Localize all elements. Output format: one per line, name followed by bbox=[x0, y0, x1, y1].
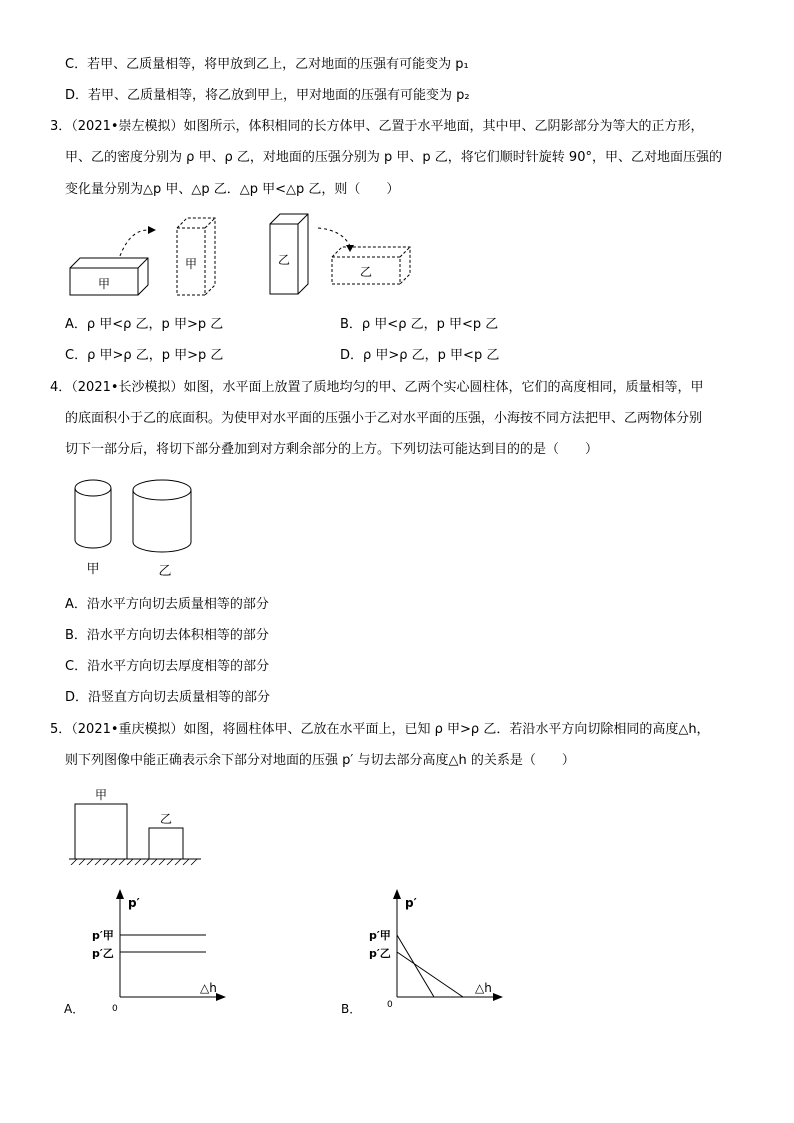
q4-option-d: D．沿竖直方向切去质量相等的部分 bbox=[65, 690, 271, 705]
q3-option-d: D．ρ 甲>ρ 乙，p 甲<p 乙 bbox=[340, 348, 500, 363]
graph-a-tick-jia: p′甲 bbox=[92, 929, 114, 942]
q3-label-c: 乙 bbox=[277, 253, 291, 267]
q4-option-c: C．沿水平方向切去厚度相等的部分 bbox=[65, 659, 270, 674]
q4-label-jia: 甲 bbox=[86, 562, 100, 577]
q3-text-line3: 变化量分别为△p 甲、△p 乙．△p 甲<△p 乙，则（ ） bbox=[65, 182, 400, 197]
option-c-prev: C．若甲、乙质量相等，将甲放到乙上，乙对地面的压强有可能变为 p₁ bbox=[65, 57, 469, 72]
graph-b-tick-yi: p′乙 bbox=[369, 947, 391, 960]
q5-graph-b bbox=[337, 885, 507, 1020]
graph-b-x-label: △h bbox=[475, 981, 492, 995]
graph-a-tick-yi: p′乙 bbox=[92, 947, 114, 960]
q4-figure bbox=[70, 475, 200, 585]
q3-text-line1: 3．（2021•崇左模拟）如图所示，体积相同的长方体甲、乙置于水平地面，其中甲、乙阴影部分为等大的正方形， bbox=[50, 119, 704, 134]
q3-box-jia-upright bbox=[177, 218, 215, 295]
q5-graph-a bbox=[60, 885, 230, 1020]
q4-cylinder-jia bbox=[75, 480, 111, 577]
graph-a-x-label: △h bbox=[200, 981, 217, 995]
q4-label-yi: 乙 bbox=[158, 564, 172, 579]
q3-text-line2: 甲、乙的密度分别为 ρ 甲、ρ 乙，对地面的压强分别为 p 甲、p 乙，将它们顺时针旋转 90°，甲、乙对地面压强的 bbox=[65, 150, 722, 165]
arrow-icon bbox=[346, 245, 354, 252]
graph-b-origin: 0 bbox=[387, 1000, 393, 1010]
q3-figure bbox=[60, 200, 420, 305]
q5-label-yi: 乙 bbox=[159, 812, 173, 826]
graph-b-line-jia bbox=[397, 935, 434, 997]
graph-b-tick-jia: p′甲 bbox=[369, 929, 391, 942]
graph-b-option-label: B． bbox=[341, 1002, 362, 1016]
graph-b-y-label: p′ bbox=[405, 896, 417, 910]
q3-option-a: A．ρ 甲<ρ 乙，p 甲>p 乙 bbox=[65, 317, 224, 332]
q3-option-c: C．ρ 甲>ρ 乙，p 甲>p 乙 bbox=[65, 348, 224, 363]
q3-label-b: 甲 bbox=[184, 257, 198, 271]
q5-label-jia: 甲 bbox=[94, 788, 108, 802]
q4-cylinder-yi bbox=[133, 480, 191, 579]
q4-text-line1: 4．（2021•长沙模拟）如图，水平面上放置了质地均匀的甲、乙两个实心圆柱体，它们的高度相同，质量相等，甲 bbox=[50, 380, 704, 395]
arrow-right-icon bbox=[216, 993, 226, 1001]
q3-label-a: 甲 bbox=[97, 277, 111, 291]
q5-text-line2: 则下列图像中能正确表示余下部分对地面的压强 p′ 与切去部分高度△h 的关系是（ ） bbox=[65, 753, 575, 768]
q5-ground-hatch bbox=[71, 859, 197, 865]
q4-option-b: B．沿水平方向切去体积相等的部分 bbox=[65, 628, 269, 643]
graph-a-option-label: A． bbox=[64, 1002, 85, 1016]
graph-a-y-label: p′ bbox=[128, 896, 140, 910]
q4-option-a: A．沿水平方向切去质量相等的部分 bbox=[65, 597, 269, 612]
q5-cylinder-jia bbox=[75, 804, 127, 859]
q3-box-yi-upright bbox=[270, 214, 308, 294]
arrow-up-icon bbox=[393, 889, 401, 899]
q5-text-line1: 5．（2021•重庆模拟）如图，将圆柱体甲、乙放在水平面上，已知 ρ 甲>ρ 乙．若沿水平方向切除相同的高度△h， bbox=[50, 722, 710, 737]
q5-cylinder-yi bbox=[149, 828, 183, 859]
arrow-up-icon bbox=[116, 889, 124, 899]
arrow-right-icon bbox=[493, 993, 503, 1001]
q3-box-yi-flat bbox=[332, 247, 410, 284]
q5-figure bbox=[65, 785, 205, 865]
q3-label-d: 乙 bbox=[359, 265, 373, 279]
option-d-prev: D．若甲、乙质量相等，将乙放到甲上，甲对地面的压强有可能变为 p₂ bbox=[65, 88, 470, 103]
q4-text-line3: 切下一部分后，将切下部分叠加到对方剩余部分的上方。下列切法可能达到目的的是（ ） bbox=[65, 442, 599, 457]
q3-option-b: B．ρ 甲<ρ 乙，p 甲<p 乙 bbox=[340, 317, 499, 332]
arrow-icon bbox=[148, 226, 156, 234]
q3-box-jia-flat bbox=[70, 258, 148, 295]
graph-a-origin: 0 bbox=[112, 1004, 118, 1014]
q4-text-line2: 的底面积小于乙的底面积。为使甲对水平面的压强小于乙对水平面的压强，小海按不同方法把甲、乙两物体分别 bbox=[65, 411, 703, 426]
